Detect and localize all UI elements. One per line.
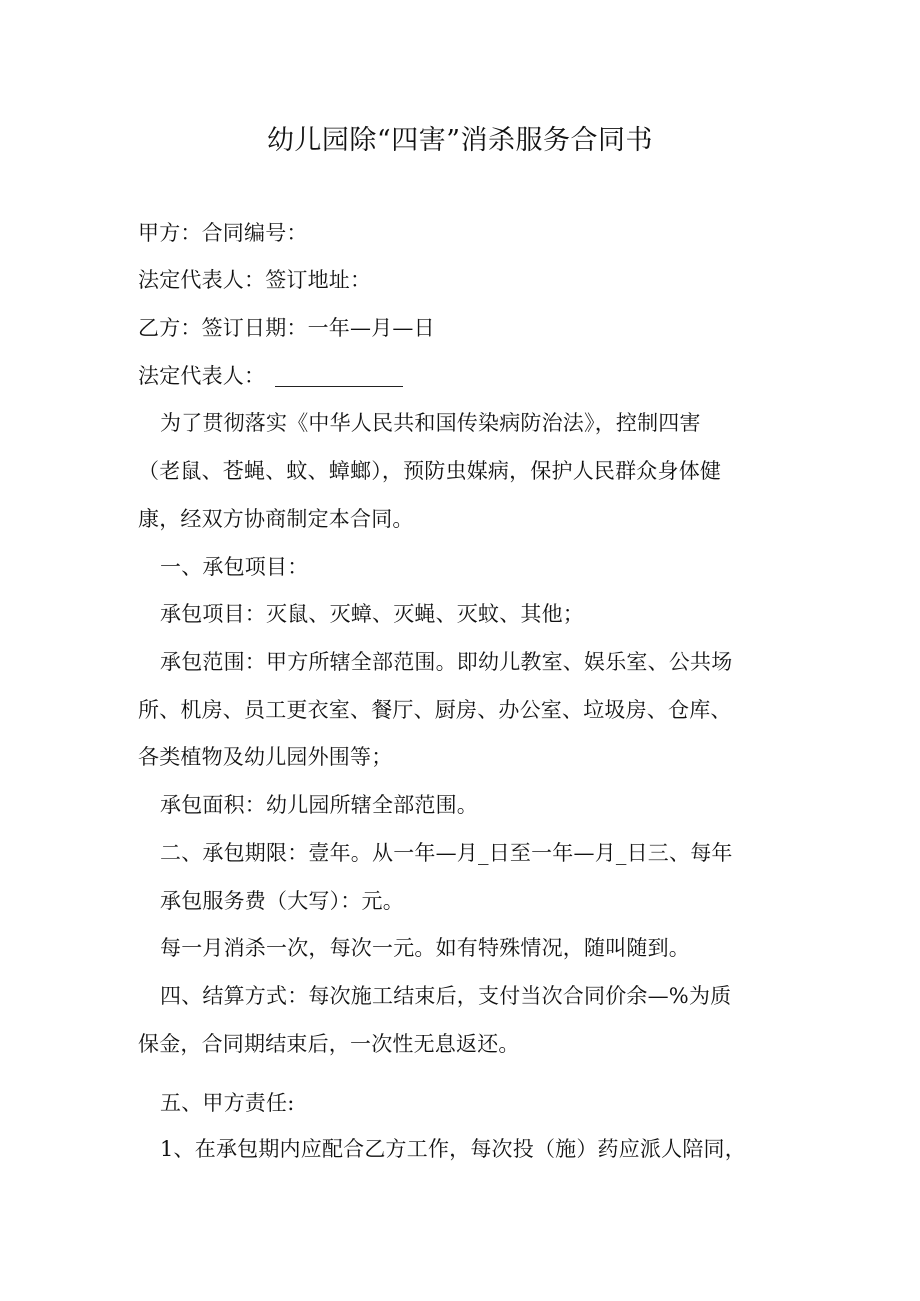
section-4-line-1: 四、结算方式：每次施工结束后，支付当次合同价余—%为质 [160,984,732,1008]
section-4-line-2: 保金，合同期结束后，一次性无息返还。 [138,1032,520,1056]
legal-rep-b-line [138,361,403,391]
preamble-line-3: 康，经双方协商制定本合同。 [138,507,414,531]
service-fee-line: 承包服务费（大写）：元。 [160,889,404,913]
document-title: 幼儿园除“四害”消杀服务合同书 [266,125,654,156]
section-1-heading: 一、承包项目： [160,555,309,579]
section-2-line: 二、承包期限：壹年。从一年—月_日至一年—月_日三、每年 [160,841,733,865]
signature-blank [275,366,403,387]
contract-items-line: 承包项目：灭鼠、灭蟑、灭蝇、灭蚊、其他； [160,602,584,626]
party-a-line: 甲方：合同编号： [138,221,308,245]
contract-area-line: 承包面积：幼儿园所辖全部范围。 [160,793,478,817]
legal-rep-a-line: 法定代表人：签订地址： [138,268,372,292]
contract-scope-line-3: 各类植物及幼儿园外围等； [138,745,393,769]
preamble-line-1: 为了贯彻落实《中华人民共和国传染病防治法》，控制四害 [160,411,701,435]
section-5-item-1: 1、在承包期内应配合乙方工作，每次投（施）药应派人陪同， [160,1137,746,1161]
party-b-line: 乙方：签订日期：一年—月—日 [138,316,435,340]
preamble-line-2: （老鼠、苍蝇、蚊、蟑螂），预防虫媒病，保护人民群众身体健 [138,459,722,483]
contract-scope-line-2: 所、机房、员工更衣室、餐厅、厨房、办公室、垃圾房、仓库、 [138,698,732,722]
section-5-heading: 五、甲方责任: [160,1091,295,1115]
contract-scope-line-1: 承包范围：甲方所辖全部范围。即幼儿教室、娱乐室、公共场 [160,650,733,674]
legal-rep-b-label: 法定代表人： [138,364,266,388]
frequency-line: 每一月消杀一次，每次一元。如有特殊情况，随叫随到。 [160,936,690,960]
